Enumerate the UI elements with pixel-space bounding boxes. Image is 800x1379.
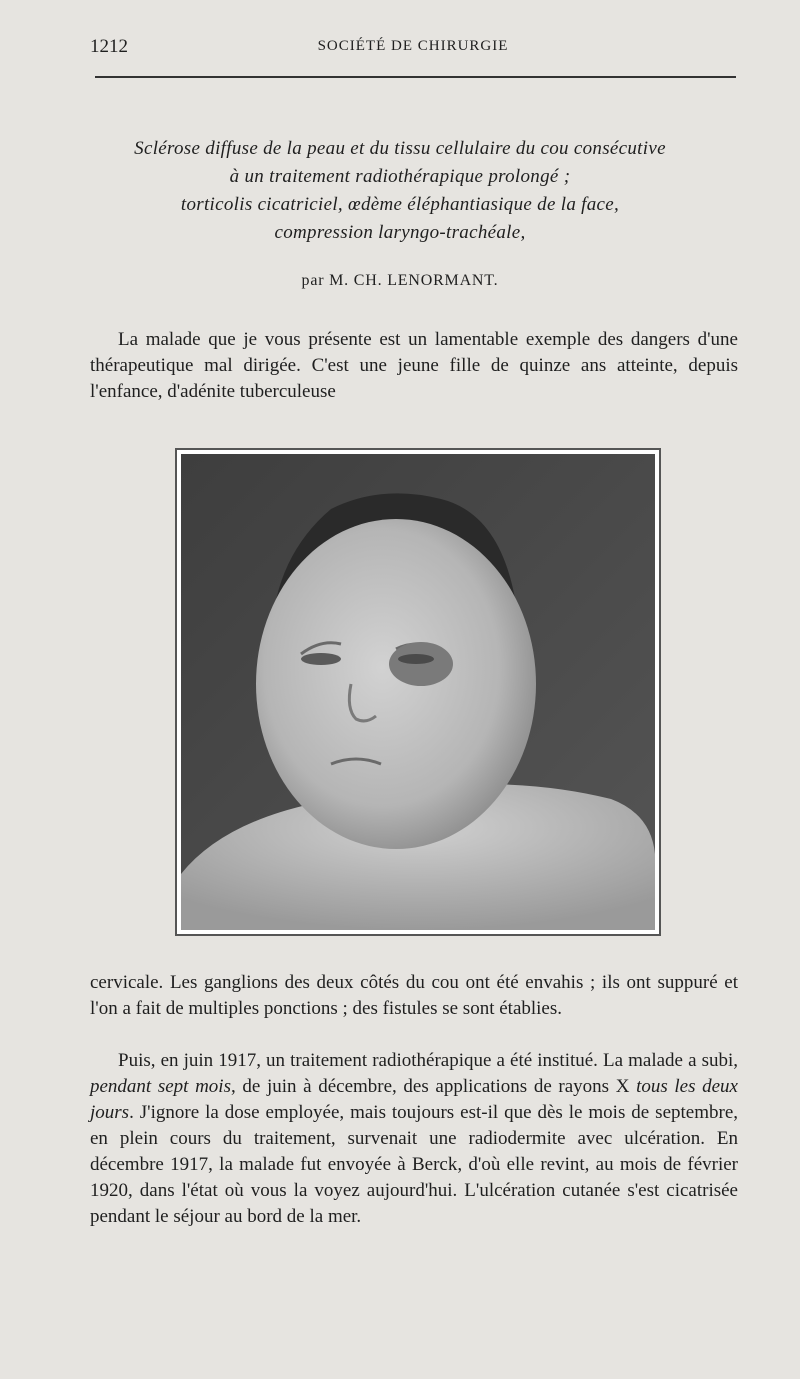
paragraph-text: , de juin à décembre, des applications de rayons X — [230, 1076, 637, 1097]
italic-emphasis: tous les deux jours — [90, 1076, 738, 1123]
body-paragraph — [90, 1048, 738, 1230]
page-number: 1212 — [90, 36, 128, 57]
article-title — [60, 135, 740, 247]
paragraph-text: . J'ignore la dose employée, mais toujours est-il que dès le mois de septembre, en plein cours du traitement, survenait une radiodermite avec ulcération. En décembre 1917, la malade fut envoyée à Berck, d'où elle revint, au mois de février 1920, dans l'état où vous la voyez aujourd'hui. L'ulcération cutanée s'est cicatrisée pendant le séjour au bord de la mer. — [90, 1102, 738, 1227]
body-paragraph — [90, 327, 738, 405]
title-line: à un traitement radiothérapique prolongé ; — [229, 166, 571, 187]
paragraph-text: La malade que je vous présente est un lamentable exemple des dangers d'une thérapeutique mal dirigée. C'est une jeune fille de quinze ans atteinte, depuis l'enfance, d'adénite tuberculeuse — [90, 329, 738, 402]
running-head: SOCIÉTÉ DE CHIRURGIE — [317, 38, 509, 54]
paragraph-text: Puis, en juin 1917, un traitement radiothérapique a été institué. La malade a subi, — [118, 1050, 738, 1071]
body-paragraph: cervicale. Les ganglions des deux côtés du cou ont été envahis ; ils ont suppuré et l'on a fait de multiples ponctions ; des fistules se sont établies. — [90, 972, 738, 1019]
italic-emphasis: pendant sept mois — [90, 1076, 231, 1097]
title-line: compression laryngo-trachéale, — [274, 222, 526, 243]
page-header — [90, 36, 736, 62]
title-line: torticolis cicatriciel, œdème éléphantiasique de la face, — [180, 194, 620, 215]
author-line: par M. CH. LENORMANT. — [301, 272, 499, 289]
patient-photograph — [175, 448, 661, 936]
photograph-image — [181, 454, 655, 930]
title-line: Sclérose diffuse de la peau et du tissu cellulaire du cou consécutive — [134, 138, 666, 159]
header-rule — [95, 76, 736, 78]
